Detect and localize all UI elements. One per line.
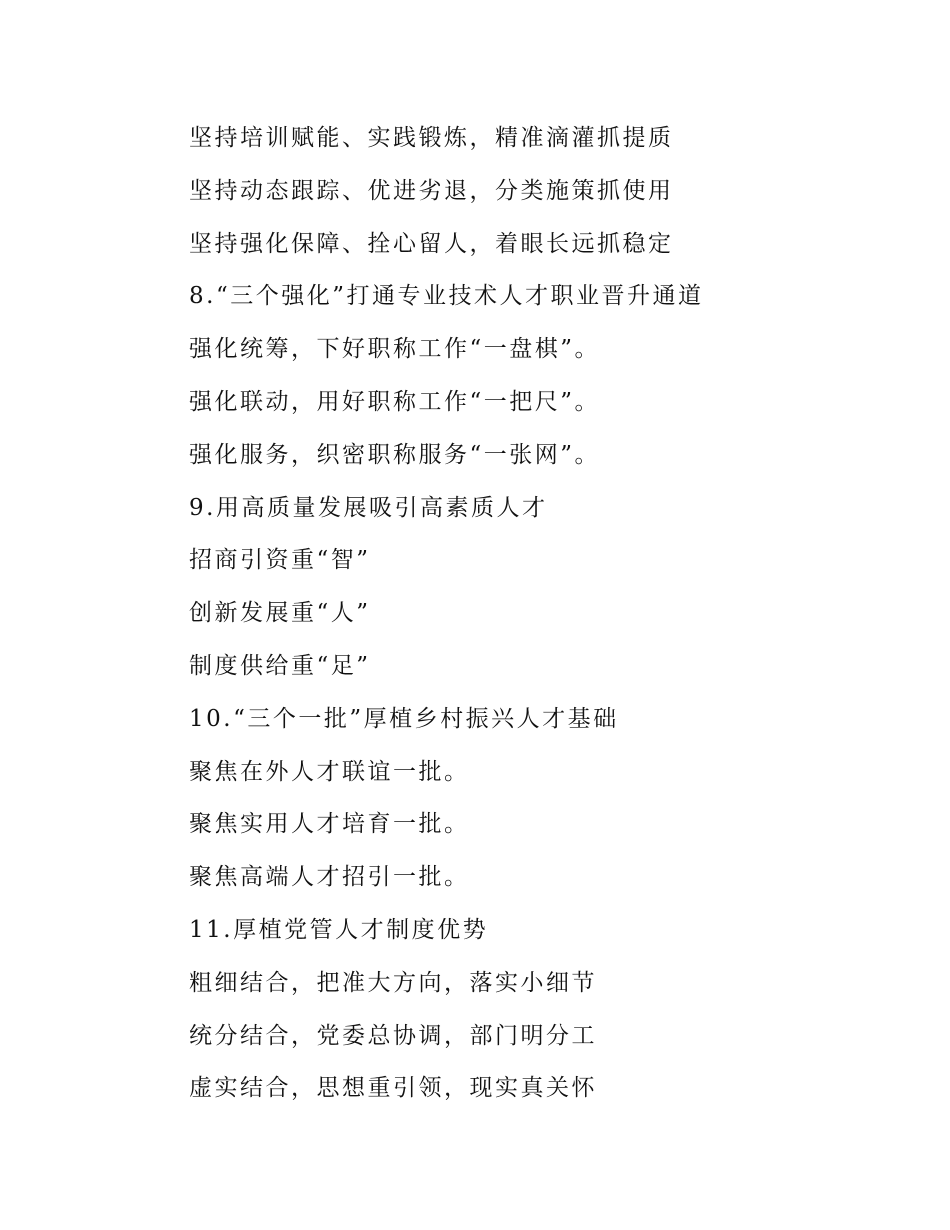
text-line: 坚持强化保障、拴心留人，着眼长远抓稳定 (189, 230, 674, 257)
text-line: 强化统筹，下好职称工作“一盘棋”。 (189, 336, 601, 363)
text-line: 招商引资重“智” (189, 547, 371, 574)
text-line: 统分结合，党委总协调，部门明分工 (189, 1022, 597, 1049)
section-heading-10: 10.“三个一批”厚植乡村振兴人才基础 (189, 705, 619, 732)
text-line: 聚焦高端人才招引一批。 (189, 864, 470, 891)
text-line: 坚持动态跟踪、优进劣退，分类施策抓使用 (189, 177, 674, 204)
section-heading-8: 8.“三个强化”打通专业技术人才职业晋升通道 (189, 283, 704, 310)
text-line: 创新发展重“人” (189, 600, 371, 627)
text-line: 制度供给重“足” (189, 652, 371, 679)
text-line: 聚焦实用人才培育一批。 (189, 811, 470, 838)
section-heading-9: 9.用高质量发展吸引高素质人才 (189, 494, 548, 521)
text-line: 强化服务，织密职称服务“一张网”。 (189, 441, 601, 468)
document-body (189, 112, 909, 1115)
text-line: 聚焦在外人才联谊一批。 (189, 758, 470, 785)
text-line: 粗细结合，把准大方向，落实小细节 (189, 969, 597, 996)
text-line: 强化联动，用好职称工作“一把尺”。 (189, 388, 601, 415)
text-line: 虚实结合，思想重引领，现实真关怀 (189, 1075, 597, 1102)
text-line: 坚持培训赋能、实践锻炼，精准滴灌抓提质 (189, 125, 674, 151)
section-heading-11: 11.厚植党管人才制度优势 (189, 916, 489, 943)
